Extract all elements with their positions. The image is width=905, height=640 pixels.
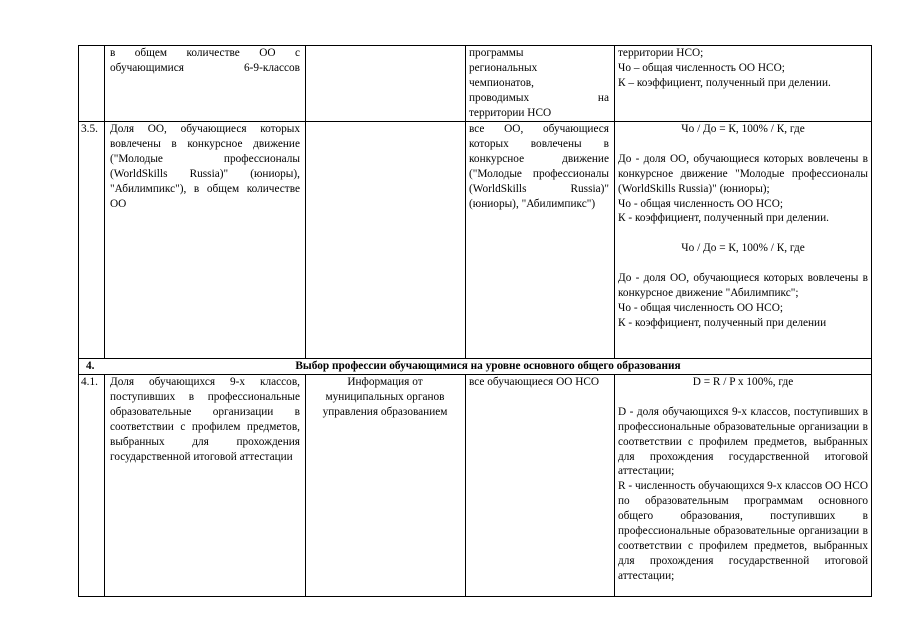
object-cell (469, 122, 609, 211)
indicator-text: в общем количестве ОО с обучающимися 6-9-классов (110, 47, 300, 74)
object-cell (469, 375, 609, 390)
section-number: 4. (86, 360, 95, 372)
source-text: Информация от муниципальных органов управления образованием (322, 376, 448, 418)
formula-cell (618, 46, 868, 91)
object-line: региональных (469, 61, 538, 74)
definition-text: R - численность обучающихся 9-х классов ОО НСО по образовательным программам основного общего образования, поступивших в профессиональные образовательные организации в соответствии с профилем предметов, выбранных для прохождения государственной итоговой аттестации; (618, 480, 868, 582)
row-number: 4.1. (81, 376, 98, 388)
formula-line: территории НСО; (618, 47, 704, 59)
indicator-cell (110, 122, 300, 211)
indicator-text: Доля обучающихся 9-х классов, поступивших в профессиональные образовательные организации в соответствии с профилем предметов, выбранных для прохождения государственной итоговой аттестации (110, 376, 300, 463)
column-divider (614, 45, 615, 358)
formula-text: D = R / P x 100%, где (692, 376, 794, 388)
object-text: все ОО, обучающиеся которых вовлечены в конкурсное движение ("Молодые профессионалы (WorldSkills Russia)" (юниоры), "Абилимпикс") (469, 123, 609, 210)
object-line: чемпионатов, (469, 76, 534, 89)
row-number: 3.5. (81, 123, 98, 135)
definition-text: Чо - общая численность ОО НСО; (618, 197, 784, 210)
column-divider (305, 374, 306, 597)
object-cell (469, 46, 609, 121)
column-divider (465, 45, 466, 358)
formula-cell (618, 122, 868, 331)
table-border-bottom (78, 596, 872, 597)
definition-text: К - коэффициент, полученный при делении (618, 316, 827, 329)
definition-text: К - коэффициент, полученный при делении. (618, 212, 829, 225)
indicator-cell (110, 46, 300, 76)
table-border-right (871, 45, 872, 597)
section-title: Выбор профессии обучающимися на уровне основного общего образования (295, 360, 681, 372)
formula-cell (618, 375, 868, 584)
formula-line: Чо – общая численность ОО НСО; (618, 61, 785, 74)
column-divider (104, 374, 105, 597)
formula-text: Чо / До = К, 100% / К, где (681, 123, 805, 135)
source-cell (310, 375, 460, 420)
object-line: проводимых на (469, 91, 609, 104)
definition-text: Чо - общая численность ОО НСО; (618, 301, 784, 314)
column-divider (465, 374, 466, 597)
column-divider (104, 45, 105, 358)
object-line: территории НСО (469, 106, 552, 119)
definition-text: D - доля обучающихся 9-х классов, поступивших в профессиональные образовательные организации в соответствии с профилем предметов, выбранных для прохождения государственной итоговой аттестации; (618, 405, 868, 478)
object-line: программы (469, 47, 524, 59)
definition-text: До - доля ОО, обучающиеся которых вовлечены в конкурсное движение "Абилимпикс"; (618, 272, 868, 299)
column-divider (305, 45, 306, 358)
definition-text: До - доля ОО, обучающиеся которых вовлечены в конкурсное движение "Молодые профессионалы (WorldSkills Russia)" (юниоры); (618, 152, 868, 195)
formula-text: Чо / До = К, 100% / К, где (681, 242, 805, 255)
table-border-left (78, 45, 79, 597)
column-divider (614, 374, 615, 597)
indicator-text: Доля ОО, обучающиеся которых вовлечены в конкурсное движение ("Молодые профессионалы (WorldSkills Russia)" (юниоры), "Абилимпикс"), в общем количестве ОО (110, 123, 300, 210)
object-text: все обучающиеся ОО НСО (469, 376, 600, 388)
formula-line: К – коэффициент, полученный при делении. (618, 76, 831, 89)
indicator-cell (110, 375, 300, 464)
